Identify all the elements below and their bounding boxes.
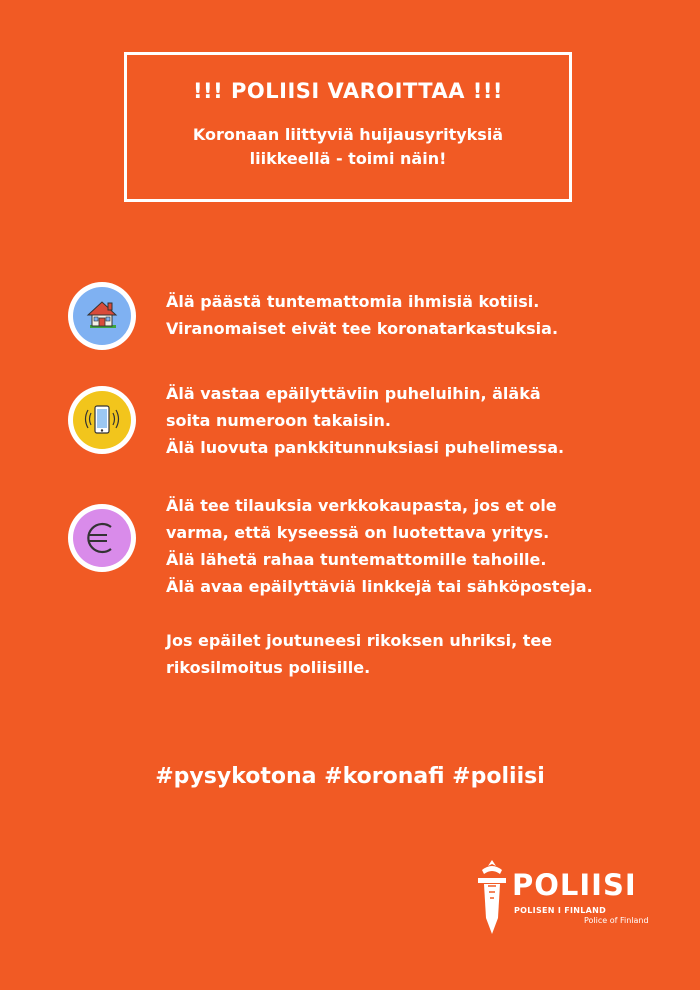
tip-spacer [166,600,593,627]
tip-line: Jos epäilet joutuneesi rikoksen uhriksi, tee [166,631,553,650]
tip-line: Viranomaiset eivät tee koronatarkastuksia. [166,319,559,338]
icon-circle [68,504,136,572]
tip-text [166,380,564,461]
logo-swedish: POLISEN I FINLAND [514,906,607,915]
subtitle-line: liikkeellä - toimi näin! [249,149,447,168]
police-emblem-icon [474,858,510,938]
tip-text [166,492,593,681]
tip-phone [68,386,668,466]
tip-line: varma, että kyseessä on luotettava yritys. [166,523,550,542]
tip-euro [68,496,668,684]
tip-line: Älä päästä tuntemattomia ihmisiä kotiisi. [166,292,540,311]
tip-line: soita numeroon takaisin. [166,411,391,430]
tip-line: rikosilmoitus poliisille. [166,658,371,677]
icon-circle [68,386,136,454]
warning-box [124,52,572,202]
subtitle-line: Koronaan liittyviä huijausyrityksiä [192,125,504,144]
tip-line: Älä avaa epäilyttäviä linkkejä tai sähköposteja. [166,577,593,596]
warning-subtitle [127,123,569,171]
icon-circle [68,282,136,350]
tip-house [68,282,668,352]
house-icon [73,287,131,345]
tip-text [166,288,558,342]
tip-line: Älä vastaa epäilyttäviin puheluihin, äläkä [166,384,541,403]
hashtags: #pysykotona #koronafi #poliisi [155,764,545,789]
warning-title: !!! POLIISI VAROITTAA !!! [192,79,503,103]
tip-line: Älä tee tilauksia verkkokaupasta, jos et ole [166,496,557,515]
euro-icon [73,509,131,567]
logo-name: POLIISI [512,868,637,902]
logo-english: Police of Finland [584,916,649,925]
tip-line: Älä lähetä rahaa tuntemattomille tahoille. [166,550,547,569]
phone-icon [73,391,131,449]
tip-line: Älä luovuta pankkitunnuksiasi puhelimessa. [166,438,565,457]
police-logo [474,858,654,938]
